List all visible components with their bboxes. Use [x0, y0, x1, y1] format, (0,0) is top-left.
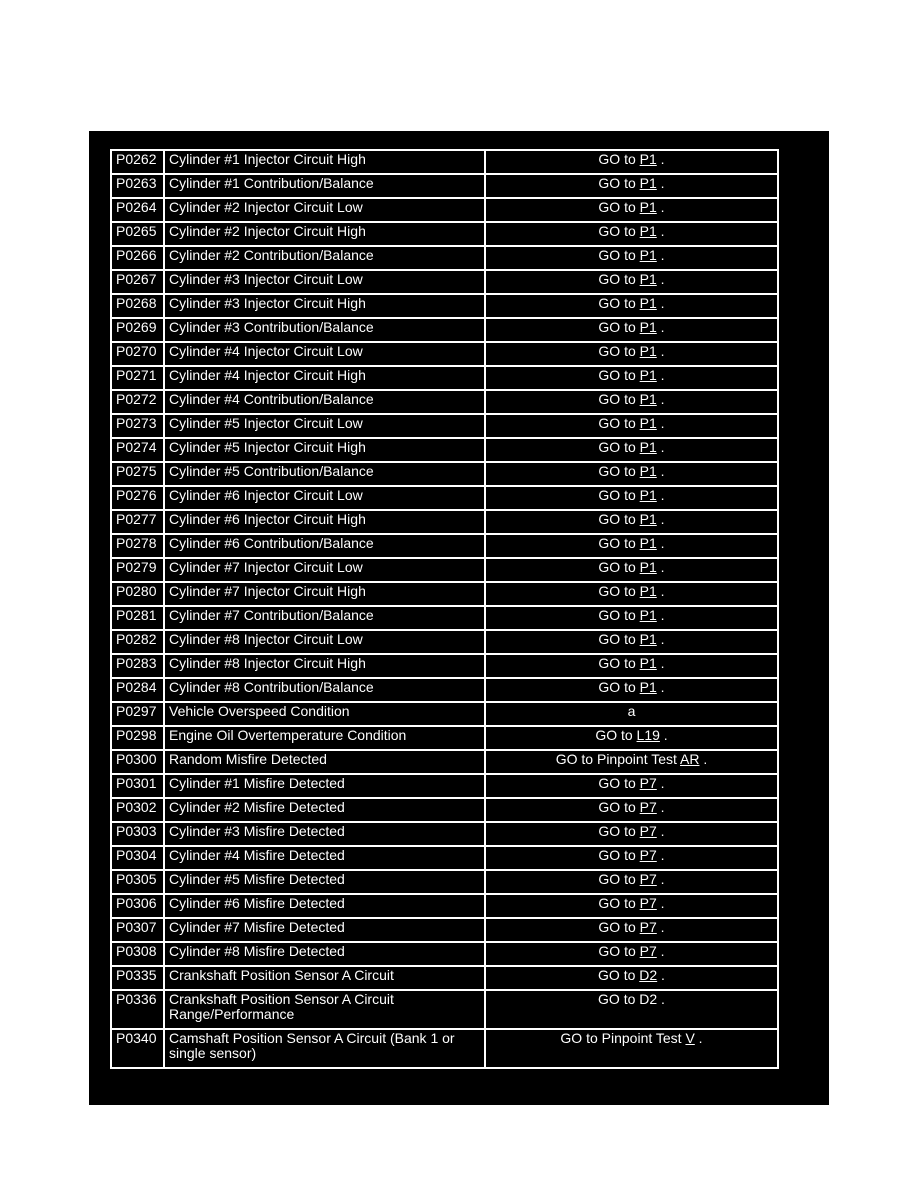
dtc-code-cell: P0277: [111, 510, 164, 534]
pinpoint-test-link[interactable]: AR: [680, 751, 700, 767]
action-text: GO to: [598, 967, 640, 983]
pinpoint-test-link[interactable]: P1: [639, 223, 657, 239]
dtc-description-cell: Crankshaft Position Sensor A Circuit Range/Performance: [164, 990, 485, 1029]
dtc-description-cell: Cylinder #2 Injector Circuit High: [164, 222, 485, 246]
action-suffix: .: [694, 1030, 703, 1046]
pinpoint-test-link[interactable]: V: [685, 1030, 695, 1046]
dtc-action-cell: [485, 750, 778, 774]
action-text: GO to: [598, 943, 640, 959]
action-text: GO to: [598, 439, 640, 455]
action-text: GO to: [598, 175, 640, 191]
pinpoint-test-link[interactable]: P7: [639, 799, 657, 815]
dtc-code-cell: P0278: [111, 534, 164, 558]
dtc-code-cell: P0272: [111, 390, 164, 414]
dtc-action-cell: [485, 198, 778, 222]
table-row: [111, 750, 778, 774]
action-suffix: .: [656, 487, 665, 503]
table-row: [111, 702, 778, 726]
table-row: [111, 582, 778, 606]
dtc-code-cell: P0300: [111, 750, 164, 774]
action-suffix: .: [657, 967, 665, 983]
action-text: GO to: [598, 775, 640, 791]
table-row: [111, 462, 778, 486]
pinpoint-test-link[interactable]: P1: [639, 175, 657, 191]
dtc-code-cell: P0273: [111, 414, 164, 438]
action-text: GO to Pinpoint Test: [555, 751, 681, 767]
pinpoint-test-link[interactable]: P1: [639, 199, 657, 215]
dtc-code-cell: P0281: [111, 606, 164, 630]
action-text: GO to: [598, 271, 640, 287]
table-row: [111, 318, 778, 342]
dtc-code-cell: P0275: [111, 462, 164, 486]
pinpoint-test-link[interactable]: P7: [639, 847, 657, 863]
dtc-description-cell: Cylinder #2 Misfire Detected: [164, 798, 485, 822]
action-suffix: .: [656, 943, 665, 959]
action-text: GO to: [598, 847, 640, 863]
dtc-action-cell: [485, 990, 778, 1029]
pinpoint-test-link[interactable]: P1: [639, 631, 657, 647]
table-row: [111, 654, 778, 678]
pinpoint-test-link[interactable]: P1: [639, 559, 657, 575]
action-suffix: .: [656, 583, 665, 599]
table-row: [111, 942, 778, 966]
table-row: [111, 990, 778, 1029]
table-row: [111, 870, 778, 894]
pinpoint-test-link[interactable]: P7: [639, 943, 657, 959]
dtc-action-cell: [485, 894, 778, 918]
action-suffix: .: [656, 511, 665, 527]
dtc-code-cell: P0279: [111, 558, 164, 582]
pinpoint-test-link[interactable]: P1: [639, 511, 657, 527]
action-text: GO to Pinpoint Test: [560, 1030, 686, 1046]
dtc-action-cell: [485, 414, 778, 438]
dtc-description-cell: Cylinder #4 Injector Circuit Low: [164, 342, 485, 366]
pinpoint-test-link[interactable]: P1: [639, 319, 657, 335]
pinpoint-test-link[interactable]: P1: [639, 439, 657, 455]
pinpoint-test-link[interactable]: P1: [639, 391, 657, 407]
action-text: GO to: [598, 367, 640, 383]
pinpoint-test-link[interactable]: P1: [639, 415, 657, 431]
table-row: [111, 894, 778, 918]
dtc-description-cell: Cylinder #7 Contribution/Balance: [164, 606, 485, 630]
table-row: [111, 558, 778, 582]
action-suffix: .: [656, 631, 665, 647]
dtc-code-cell: P0262: [111, 150, 164, 174]
dtc-description-cell: Cylinder #6 Misfire Detected: [164, 894, 485, 918]
dtc-action-cell: [485, 510, 778, 534]
pinpoint-test-link[interactable]: P7: [639, 895, 657, 911]
action-suffix: .: [656, 559, 665, 575]
action-suffix: .: [656, 175, 665, 191]
dtc-action-cell: [485, 678, 778, 702]
action-suffix: .: [656, 319, 665, 335]
dtc-action-cell: [485, 846, 778, 870]
dtc-code-cell: P0335: [111, 966, 164, 990]
dtc-description-cell: Cylinder #1 Misfire Detected: [164, 774, 485, 798]
dtc-description-cell: Cylinder #8 Injector Circuit High: [164, 654, 485, 678]
pinpoint-test-link[interactable]: P1: [639, 271, 657, 287]
action-text: GO to: [598, 343, 640, 359]
dtc-code-cell: P0265: [111, 222, 164, 246]
table-row: [111, 150, 778, 174]
pinpoint-test-link[interactable]: L19: [636, 727, 660, 743]
action-suffix: .: [656, 199, 665, 215]
dtc-code-cell: P0274: [111, 438, 164, 462]
action-text: GO to: [598, 247, 640, 263]
pinpoint-test-link[interactable]: P1: [639, 151, 657, 167]
pinpoint-test-link[interactable]: P1: [639, 583, 657, 599]
action-text: GO to D2 .: [598, 991, 665, 1007]
action-suffix: .: [656, 295, 665, 311]
dtc-code-cell: P0269: [111, 318, 164, 342]
dtc-action-cell: [485, 390, 778, 414]
dtc-code-cell: P0263: [111, 174, 164, 198]
dtc-code-cell: P0307: [111, 918, 164, 942]
dtc-action-cell: [485, 726, 778, 750]
document-panel: [89, 131, 829, 1105]
table-row: [111, 918, 778, 942]
action-suffix: .: [656, 367, 665, 383]
action-text: GO to: [598, 535, 640, 551]
action-suffix: .: [699, 751, 708, 767]
pinpoint-test-link[interactable]: P1: [639, 487, 657, 503]
dtc-action-cell: [485, 486, 778, 510]
action-text: GO to: [598, 895, 640, 911]
pinpoint-test-link[interactable]: P7: [639, 823, 657, 839]
action-text: GO to: [598, 871, 640, 887]
action-text: GO to: [598, 799, 640, 815]
action-suffix: .: [656, 271, 665, 287]
dtc-action-cell: [485, 174, 778, 198]
pinpoint-test-link[interactable]: P1: [639, 535, 657, 551]
dtc-code-cell: P0284: [111, 678, 164, 702]
dtc-action-cell: [485, 702, 778, 726]
dtc-description-cell: Cylinder #3 Misfire Detected: [164, 822, 485, 846]
dtc-description-cell: Cylinder #1 Injector Circuit High: [164, 150, 485, 174]
dtc-code-cell: P0297: [111, 702, 164, 726]
dtc-description-cell: Cylinder #5 Injector Circuit Low: [164, 414, 485, 438]
dtc-description-cell: Cylinder #7 Injector Circuit High: [164, 582, 485, 606]
pinpoint-test-link[interactable]: D2: [639, 967, 658, 983]
dtc-action-cell: [485, 918, 778, 942]
dtc-description-cell: Camshaft Position Sensor A Circuit (Bank 1 or single sensor): [164, 1029, 485, 1068]
action-suffix: .: [656, 799, 665, 815]
action-text: GO to: [598, 655, 640, 671]
pinpoint-test-link[interactable]: P1: [639, 463, 657, 479]
dtc-code-cell: P0302: [111, 798, 164, 822]
dtc-description-cell: Cylinder #4 Contribution/Balance: [164, 390, 485, 414]
dtc-description-cell: Cylinder #5 Injector Circuit High: [164, 438, 485, 462]
action-suffix: .: [656, 391, 665, 407]
pinpoint-test-link[interactable]: P1: [639, 367, 657, 383]
action-suffix: .: [656, 775, 665, 791]
action-text: GO to: [598, 631, 640, 647]
dtc-description-cell: Cylinder #1 Contribution/Balance: [164, 174, 485, 198]
dtc-code-cell: P0303: [111, 822, 164, 846]
dtc-code-cell: P0271: [111, 366, 164, 390]
dtc-action-cell: [485, 630, 778, 654]
table-row: [111, 774, 778, 798]
pinpoint-test-link[interactable]: P1: [639, 295, 657, 311]
table-row: [111, 366, 778, 390]
dtc-code-cell: P0336: [111, 990, 164, 1029]
dtc-description-cell: Cylinder #3 Contribution/Balance: [164, 318, 485, 342]
dtc-code-cell: P0304: [111, 846, 164, 870]
table-row: [111, 270, 778, 294]
dtc-action-cell: [485, 270, 778, 294]
action-suffix: .: [656, 151, 665, 167]
dtc-action-cell: [485, 558, 778, 582]
dtc-action-cell: [485, 774, 778, 798]
table-row: [111, 342, 778, 366]
dtc-action-cell: [485, 294, 778, 318]
dtc-description-cell: Cylinder #6 Injector Circuit High: [164, 510, 485, 534]
table-row: [111, 606, 778, 630]
action-text: GO to: [598, 511, 640, 527]
action-suffix: .: [656, 439, 665, 455]
action-text: GO to: [598, 919, 640, 935]
dtc-code-cell: P0306: [111, 894, 164, 918]
dtc-action-cell: [485, 246, 778, 270]
dtc-code-cell: P0340: [111, 1029, 164, 1068]
action-text: GO to: [598, 391, 640, 407]
action-suffix: .: [656, 919, 665, 935]
table-row: [111, 726, 778, 750]
action-suffix: .: [656, 847, 665, 863]
dtc-action-cell: [485, 870, 778, 894]
dtc-code-cell: P0301: [111, 774, 164, 798]
action-suffix: .: [656, 463, 665, 479]
dtc-description-cell: Cylinder #8 Contribution/Balance: [164, 678, 485, 702]
dtc-description-cell: Cylinder #5 Contribution/Balance: [164, 462, 485, 486]
dtc-action-cell: [485, 438, 778, 462]
table-row: [111, 198, 778, 222]
dtc-description-cell: Cylinder #3 Injector Circuit High: [164, 294, 485, 318]
dtc-action-cell: [485, 222, 778, 246]
action-suffix: .: [656, 415, 665, 431]
dtc-action-cell: [485, 366, 778, 390]
pinpoint-test-link[interactable]: P7: [639, 919, 657, 935]
table-row: [111, 414, 778, 438]
dtc-action-cell: [485, 606, 778, 630]
action-text: GO to: [598, 319, 640, 335]
table-row: [111, 630, 778, 654]
action-text: GO to: [598, 583, 640, 599]
action-text: GO to: [595, 727, 637, 743]
action-suffix: .: [656, 343, 665, 359]
table-row: [111, 390, 778, 414]
pinpoint-test-link[interactable]: P7: [639, 775, 657, 791]
dtc-code-cell: P0283: [111, 654, 164, 678]
dtc-description-cell: Cylinder #6 Contribution/Balance: [164, 534, 485, 558]
action-text: GO to: [598, 415, 640, 431]
dtc-description-cell: Random Misfire Detected: [164, 750, 485, 774]
table-row: [111, 174, 778, 198]
dtc-description-cell: Cylinder #7 Misfire Detected: [164, 918, 485, 942]
dtc-action-cell: [485, 798, 778, 822]
table-row: [111, 486, 778, 510]
action-suffix: .: [656, 223, 665, 239]
table-row: [111, 846, 778, 870]
table-row: [111, 822, 778, 846]
dtc-code-cell: P0266: [111, 246, 164, 270]
dtc-code-cell: P0305: [111, 870, 164, 894]
dtc-action-cell: [485, 318, 778, 342]
table-row: [111, 222, 778, 246]
table-row: [111, 798, 778, 822]
dtc-description-cell: Cylinder #4 Injector Circuit High: [164, 366, 485, 390]
pinpoint-test-link[interactable]: P7: [639, 871, 657, 887]
table-row: [111, 1029, 778, 1068]
dtc-description-cell: Vehicle Overspeed Condition: [164, 702, 485, 726]
dtc-description-cell: Cylinder #3 Injector Circuit Low: [164, 270, 485, 294]
dtc-code-cell: P0268: [111, 294, 164, 318]
dtc-action-cell: [485, 654, 778, 678]
pinpoint-test-link[interactable]: P1: [639, 607, 657, 623]
pinpoint-test-link[interactable]: P1: [639, 247, 657, 263]
action-suffix: .: [656, 535, 665, 551]
dtc-description-cell: Cylinder #5 Misfire Detected: [164, 870, 485, 894]
action-text: a: [627, 703, 636, 719]
pinpoint-test-link[interactable]: P1: [639, 655, 657, 671]
action-suffix: .: [656, 655, 665, 671]
dtc-action-cell: [485, 942, 778, 966]
action-text: GO to: [598, 823, 640, 839]
action-text: GO to: [598, 463, 640, 479]
action-text: GO to: [598, 295, 640, 311]
dtc-description-cell: Cylinder #2 Contribution/Balance: [164, 246, 485, 270]
dtc-action-cell: [485, 534, 778, 558]
action-text: GO to: [598, 199, 640, 215]
table-row: [111, 534, 778, 558]
dtc-action-cell: [485, 822, 778, 846]
action-text: GO to: [598, 559, 640, 575]
action-suffix: .: [656, 247, 665, 263]
dtc-description-cell: Cylinder #4 Misfire Detected: [164, 846, 485, 870]
pinpoint-test-link[interactable]: P1: [639, 343, 657, 359]
dtc-table-body: [111, 150, 778, 1068]
action-text: GO to: [598, 679, 640, 695]
dtc-code-cell: P0282: [111, 630, 164, 654]
action-text: GO to: [598, 223, 640, 239]
table-row: [111, 678, 778, 702]
action-suffix: .: [656, 607, 665, 623]
dtc-action-cell: [485, 1029, 778, 1068]
action-text: GO to: [598, 607, 640, 623]
table-row: [111, 438, 778, 462]
table-row: [111, 294, 778, 318]
dtc-action-cell: [485, 150, 778, 174]
dtc-code-cell: P0276: [111, 486, 164, 510]
action-suffix: .: [656, 895, 665, 911]
dtc-code-cell: P0270: [111, 342, 164, 366]
dtc-description-cell: Engine Oil Overtemperature Condition: [164, 726, 485, 750]
dtc-description-cell: Cylinder #8 Injector Circuit Low: [164, 630, 485, 654]
action-text: GO to: [598, 151, 640, 167]
table-row: [111, 246, 778, 270]
action-suffix: .: [656, 871, 665, 887]
dtc-code-cell: P0264: [111, 198, 164, 222]
dtc-action-cell: [485, 966, 778, 990]
dtc-code-cell: P0308: [111, 942, 164, 966]
dtc-description-cell: Cylinder #8 Misfire Detected: [164, 942, 485, 966]
dtc-action-cell: [485, 462, 778, 486]
dtc-description-cell: Crankshaft Position Sensor A Circuit: [164, 966, 485, 990]
dtc-table: [110, 149, 779, 1069]
dtc-description-cell: Cylinder #2 Injector Circuit Low: [164, 198, 485, 222]
action-suffix: .: [656, 679, 665, 695]
dtc-action-cell: [485, 582, 778, 606]
table-row: [111, 510, 778, 534]
dtc-action-cell: [485, 342, 778, 366]
action-suffix: .: [659, 727, 668, 743]
dtc-code-cell: P0298: [111, 726, 164, 750]
action-text: GO to: [598, 487, 640, 503]
dtc-description-cell: Cylinder #6 Injector Circuit Low: [164, 486, 485, 510]
dtc-description-cell: Cylinder #7 Injector Circuit Low: [164, 558, 485, 582]
action-suffix: .: [656, 823, 665, 839]
pinpoint-test-link[interactable]: P1: [639, 679, 657, 695]
table-row: [111, 966, 778, 990]
dtc-code-cell: P0267: [111, 270, 164, 294]
dtc-code-cell: P0280: [111, 582, 164, 606]
